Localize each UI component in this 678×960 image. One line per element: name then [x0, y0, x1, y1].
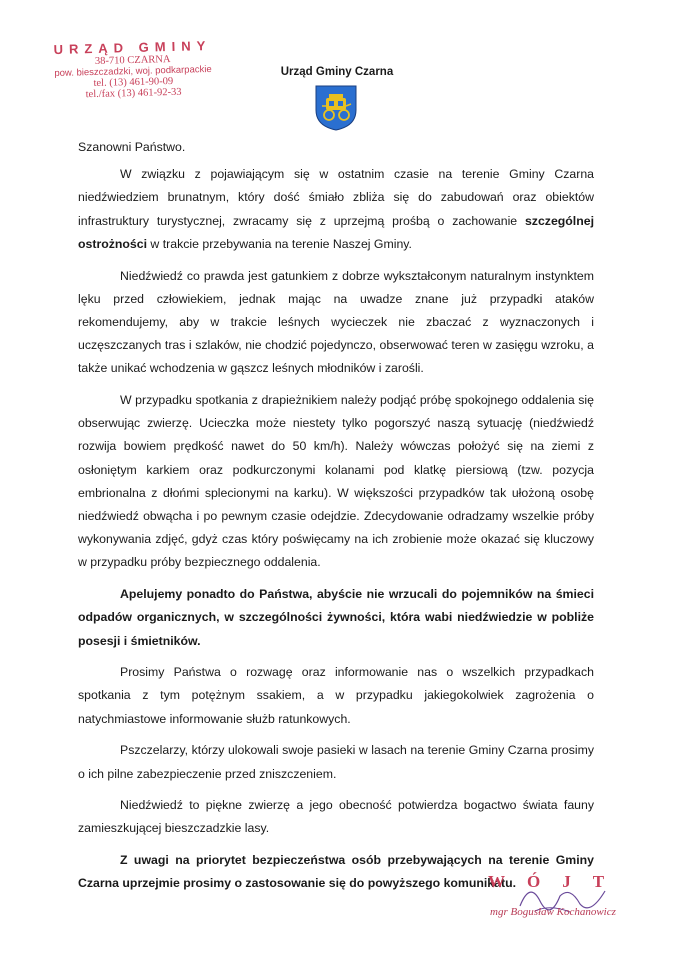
paragraph-8: Z uwagi na priorytet bezpieczeństwa osób przebywających na terenie Gminy Czarna uprzejmie prosimy o zastosowanie się do powyższego komunikatu. [78, 853, 594, 891]
stamp-postal: 38-710 CZARNA [94, 54, 171, 67]
paragraph-5: Prosimy Państwa o rozwagę oraz informowanie nas o wszelkich przypadkach spotkania z tym potężnym ssakiem, a w przypadku jakiegokolwiek zagrożenia o natychmiastowe informowanie służb ratunkowych. [78, 665, 594, 726]
paragraph-4: Apelujemy ponadto do Państwa, abyście nie wrzucali do pojemników na śmieci odpadów organicznych, w szczególności żywności, która wabi niedźwiedzie w pobliże posesji i śmietników. [78, 587, 594, 648]
stamp-tel: tel. (13) 461-90-09 [93, 75, 174, 90]
paragraph-6: Pszczelarzy, którzy ulokowali swoje pasieki w lasach na terenie Gminy Czarna prosimy o ich pilne zabezpieczenie przed zniszczeniem. [78, 743, 594, 781]
letter-body [78, 136, 594, 904]
paragraph-7: Niedźwiedź to piękne zwierzę a jego obecność potwierdza bogactwo świata fauny zamieszkującej bieszczadzkie lasy. [78, 798, 594, 836]
office-stamp [37, 38, 228, 102]
paragraph-3: W przypadku spotkania z drapieżnikiem należy podjąć próbę spokojnego oddalenia się obserwując zwierzę. Ucieczka może niestety tylko pogorszyć naszą sytuację (niedźwiedź rozwija bowiem prędkość nawet do 50 km/h). Należy wówczas położyć się na ziemi z osłoniętym karkiem oraz podkurczonymi kolanami pod klatkę piersiową (tzw. pozycja embrionalna z dłońmi splecionymi na karku). W większości przypadków tak ułożoną osobę niedźwiedź obwącha i po pewnym czasie odejdzie. Zdecydowanie odradzamy wszelkie próby wykonywania zdjęć, gdyż czas który poświęcamy na ich zrobienie może okazać się kluczowy w przypadku próby bezpiecznego oddalenia. [78, 393, 594, 570]
stamp-fax: tel./fax (13) 461-92-33 [85, 86, 182, 101]
salutation: Szanowni Państwo. [78, 140, 186, 154]
signature-name: mgr Bogusław Kochanowicz [490, 906, 616, 918]
signature-stamp-title: WÓJT [488, 872, 627, 891]
paragraph-2: Niedźwiedź co prawda jest gatunkiem z dobrze wykształconym naturalnym instynktem lęku przed człowiekiem, jednak mając na uwadze znane już przypadki ataków rekomendujemy, aby w trakcie leśnych wycieczek nie zbaczać z wyznaczonych i uczęszczanych tras i szlaków, nie chodzić pojedynczo, obserwować teren w zasięgu wzroku, a także unikać wchodzenia w gąszcz leśnych młodników i zarośli. [78, 268, 594, 376]
coat-of-arms-icon [314, 84, 358, 132]
paragraph-1: W związku z pojawiającym się w ostatnim czasie na terenie Gminy Czarna niedźwiedziem brunatnym, który dość śmiało zbliża się do zabudowań oraz obiektów infrastruktury turystycznej, zwracamy się z uprzejmą prośbą o zachowanie szczególnej ostrożności w trakcie przebywania na terenie Naszej Gminy. [78, 167, 594, 251]
stamp-office-name: URZĄD GMINY [53, 37, 212, 58]
signature-block [470, 872, 640, 952]
emphasis-caution: szczególnej ostrożności [78, 213, 594, 251]
handwritten-signature-icon [510, 876, 620, 926]
stamp-region: pow. bieszczadzki, woj. podkarpackie [54, 63, 212, 80]
page-title: Urząd Gminy Czarna [280, 66, 394, 78]
